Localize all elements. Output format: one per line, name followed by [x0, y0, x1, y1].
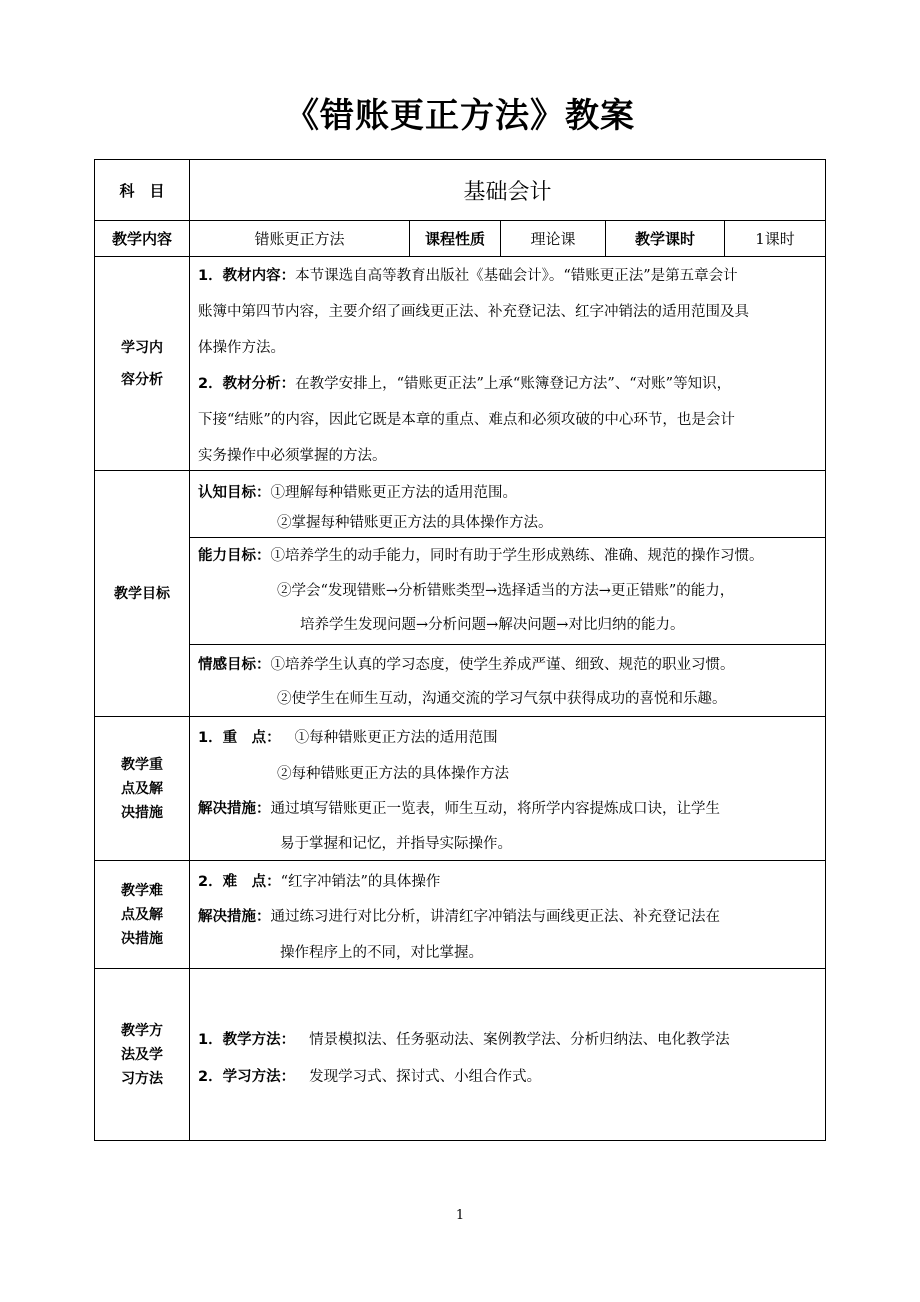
difficulties-label-line1: 教学难 [121, 882, 163, 899]
keypoints-item-1: ①每种错账更正方法的适用范围 [294, 730, 498, 746]
keypoints-solution-2: 易于掌握和记忆，并指导实际操作。 [280, 836, 512, 852]
analysis-p1-line1: 本节课选自高等教育出版社《基础会计》。“错账更正法”是第五章会计 [295, 268, 738, 284]
difficulties-label-line3: 决措施 [121, 930, 163, 947]
keypoints-label-line3: 决措施 [121, 804, 163, 821]
document-title: 《错账更正方法》教案 [285, 96, 635, 136]
objectives-label: 教学目标 [114, 585, 170, 602]
teach-method-head: 1．教学方法： [198, 1032, 296, 1048]
analysis-p2-line1: 在教学安排上，“错账更正法”上承“账簿登记方法”、“对账”等知识， [295, 376, 732, 392]
ability-head: 能力目标： [198, 548, 271, 564]
difficulties-label-line2: 点及解 [121, 906, 163, 923]
cognitive-item-1: ①理解每种错账更正方法的适用范围。 [270, 485, 517, 501]
keypoints-item-2: ②每种错账更正方法的具体操作方法 [277, 766, 509, 782]
nature-label: 课程性质 [424, 230, 485, 248]
keypoints-head: 1．重 点： [198, 730, 281, 746]
keypoints-label-line2: 点及解 [121, 780, 163, 797]
difficulties-item: “红字冲销法”的具体操作 [280, 874, 441, 890]
methods-label [95, 969, 189, 1140]
analysis-p2-line2: 下接“结账”的内容，因此它既是本章的重点、难点和必须攻破的中心环节，也是会计 [198, 412, 735, 428]
ability-item-1: ①培养学生的动手能力，同时有助于学生形成熟练、准确、规范的操作习惯。 [270, 548, 764, 564]
page-number: 1 [455, 1208, 465, 1223]
learn-method-head: 2．学习方法： [198, 1069, 296, 1085]
analysis-p1-head: 1．教材内容： [198, 268, 296, 284]
emotion-head: 情感目标： [198, 657, 271, 673]
emotion-item-2: ②使学生在师生互动，沟通交流的学习气氛中获得成功的喜悦和乐趣。 [277, 691, 727, 707]
difficulties-solution-2: 操作程序上的不同，对比掌握。 [280, 945, 483, 961]
ability-item-2: ②学会“发现错账→分析错账类型→选择适当的方法→更正错账”的能力， [277, 583, 735, 599]
cognitive-head: 认知目标： [198, 485, 271, 501]
difficulties-head: 2．难 点： [198, 874, 281, 890]
difficulties-solution-1: 通过练习进行对比分析，讲清红字冲销法与画线更正法、补充登记法在 [270, 909, 720, 925]
analysis-label-line2: 容分析 [121, 371, 163, 388]
methods-label-line1: 教学方 [121, 1022, 163, 1039]
teach-method-value: 情景模拟法、任务驱动法、案例教学法、分析归纳法、电化教学法 [309, 1032, 730, 1048]
ability-item-3: 培养学生发现问题→分析问题→解决问题→对比归纳的能力。 [300, 617, 685, 633]
content-label: 教学内容 [111, 230, 172, 248]
analysis-p2-line3: 实务操作中必须掌握的方法。 [198, 448, 387, 464]
nature-value: 理论课 [530, 230, 576, 248]
methods-label-line2: 法及学 [121, 1046, 163, 1063]
analysis-label-line1: 学习内 [121, 339, 163, 356]
keypoints-solution-1: 通过填写错账更正一览表，师生互动，将所学内容提炼成口诀，让学生 [270, 801, 720, 817]
analysis-label [95, 257, 189, 470]
analysis-p2-head: 2．教材分析： [198, 376, 296, 392]
hours-label: 教学课时 [634, 230, 695, 248]
cognitive-item-2: ②掌握每种错账更正方法的具体操作方法。 [277, 515, 553, 531]
keypoints-label-line1: 教学重 [121, 756, 163, 773]
learn-method-value: 发现学习式、探讨式、小组合作式。 [309, 1069, 542, 1085]
subject-label: 科 目 [119, 181, 165, 200]
keypoints-solution-head: 解决措施： [198, 801, 271, 817]
hours-value: 1课时 [755, 230, 795, 248]
analysis-p1-line3: 体操作方法。 [198, 340, 285, 356]
analysis-p1-line2: 账簿中第四节内容，主要介绍了画线更正法、补充登记法、红字冲销法的适用范围及具 [198, 304, 749, 320]
methods-label-line3: 习方法 [121, 1070, 163, 1087]
difficulties-label [95, 861, 189, 968]
subject-value: 基础会计 [463, 179, 552, 205]
emotion-item-1: ①培养学生认真的学习态度，使学生养成严谨、细致、规范的职业习惯。 [270, 657, 735, 673]
keypoints-label [95, 717, 189, 860]
difficulties-solution-head: 解决措施： [198, 909, 271, 925]
content-value: 错账更正方法 [254, 230, 345, 248]
